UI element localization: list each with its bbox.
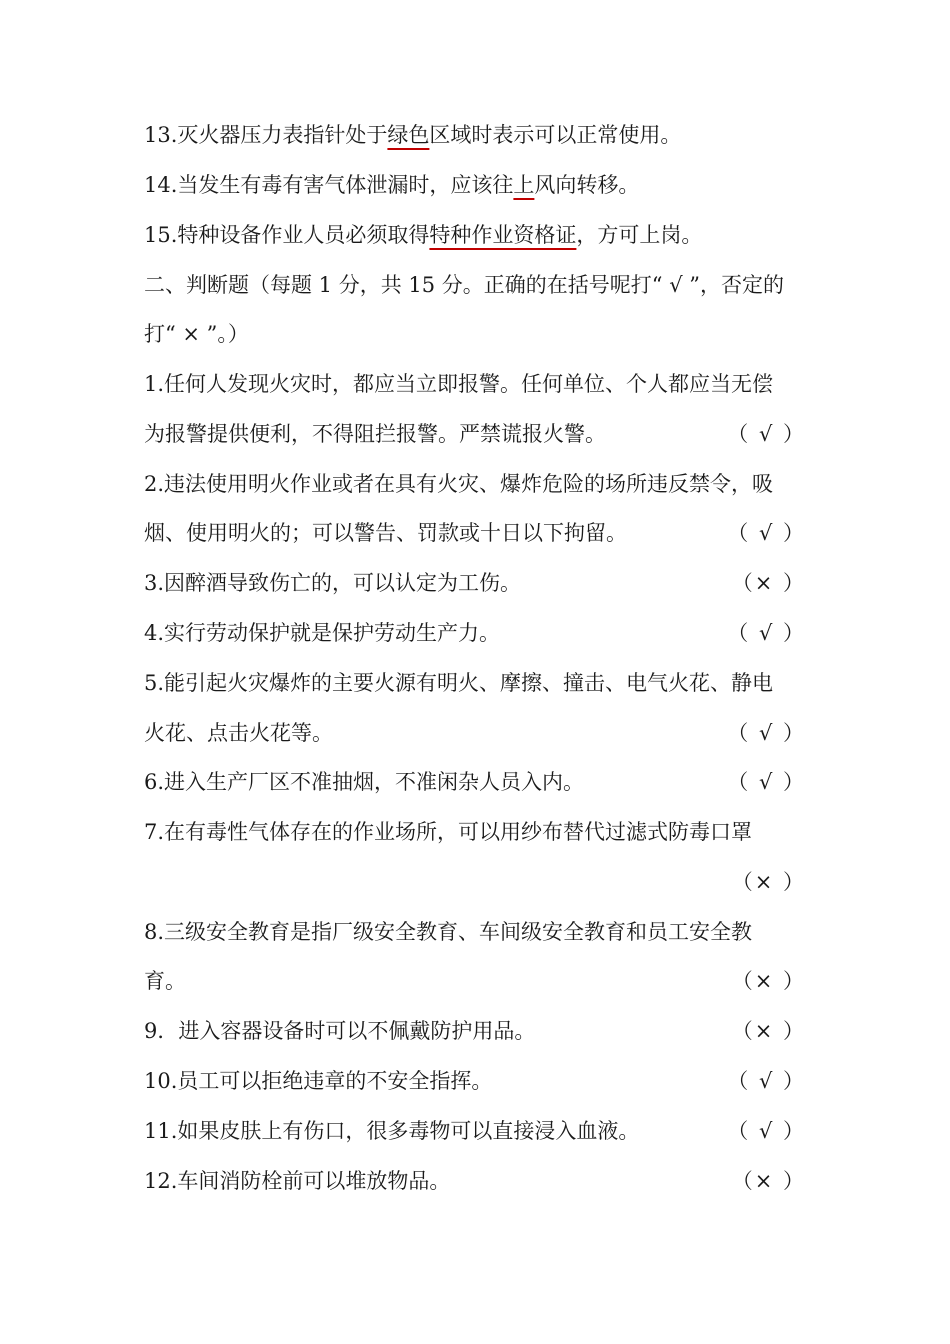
answer-underlined: 特种作业资格证 [429,223,577,247]
judge-item-9 [144,1011,806,1051]
question-text: 4.实行劳动保护就是保护劳动生产力。 [144,621,501,645]
answer-mark: （ √ ） [727,521,806,545]
answer-mark: （ √ ） [727,422,806,446]
question-text: 6.进入生产厂区不准抽烟，不准闲杂人员入内。 [144,770,585,794]
judge-item-8: 8.三级安全教育是指厂级安全教育、车间级安全教育和员工安全教 [144,920,753,944]
answer-underlined: 绿色 [387,123,430,147]
question-text: ，方可上岗。 [576,223,703,247]
judge-item-2: 2.违法使用明火作业或者在具有火灾、爆炸危险的场所违反禁令，吸 [144,472,774,496]
judge-item-7-cont [144,862,806,902]
judge-item-8-cont [144,961,806,1001]
judge-item-12 [144,1161,806,1201]
question-text: 11.如果皮肤上有伤口，很多毒物可以直接浸入血液。 [144,1119,640,1143]
answer-mark: （× ） [731,1169,806,1193]
section-heading-cont: 打“ × ”。） [144,322,249,346]
answer-mark: （× ） [731,1019,806,1043]
question-text: 烟、使用明火的；可以警告、罚款或十日以下拘留。 [144,521,627,545]
answer-mark: （ √ ） [727,721,806,745]
question-text: 9．进入容器设备时可以不佩戴防护用品。 [144,1019,536,1043]
answer-underlined: 上 [513,173,535,197]
judge-item-1-cont [144,414,806,454]
question-text: 14.当发生有毒有害气体泄漏时，应该往 [144,173,514,197]
section-heading: 二、判断题（每题 1 分，共 15 分。正确的在括号呢打“ √ ”，否定的 [144,273,784,297]
judge-item-3 [144,563,806,603]
question-text: 12.车间消防栓前可以堆放物品。 [144,1169,451,1193]
question-text: 10.员工可以拒绝违章的不安全指挥。 [144,1069,493,1093]
question-text: 育。 [144,969,186,993]
judge-item-2-cont [144,513,806,553]
judge-item-6 [144,762,806,802]
judge-item-11 [144,1111,806,1151]
fill-item-14 [144,165,806,205]
answer-mark: （ √ ） [727,770,806,794]
question-text: 区域时表示可以正常使用。 [429,123,682,147]
judge-item-10 [144,1061,806,1101]
judge-item-7: 7.在有毒性气体存在的作业场所，可以用纱布替代过滤式防毒口罩 [144,820,753,844]
answer-mark: （ √ ） [727,1069,806,1093]
judge-item-5: 5.能引起火灾爆炸的主要火源有明火、摩擦、撞击、电气火花、静电 [144,671,774,695]
question-text: 为报警提供便利，不得阻拦报警。严禁谎报火警。 [144,422,606,446]
question-text: 3.因醉酒导致伤亡的，可以认定为工伤。 [144,571,522,595]
answer-mark: （ √ ） [727,1119,806,1143]
answer-mark: （ √ ） [727,621,806,645]
fill-item-13 [144,115,806,155]
question-text: 风向转移。 [534,173,640,197]
answer-mark: （× ） [731,571,806,595]
judge-item-1: 1.任何人发现火灾时，都应当立即报警。任何单位、个人都应当无偿 [144,372,774,396]
fill-item-15 [144,215,806,255]
question-text: 15.特种设备作业人员必须取得 [144,223,430,247]
judge-item-5-cont [144,713,806,753]
question-text: 13.灭火器压力表指针处于 [144,123,388,147]
question-text: 火花、点击火花等。 [144,721,333,745]
answer-mark: （× ） [731,870,806,894]
judge-item-4 [144,613,806,653]
answer-mark: （× ） [731,969,806,993]
